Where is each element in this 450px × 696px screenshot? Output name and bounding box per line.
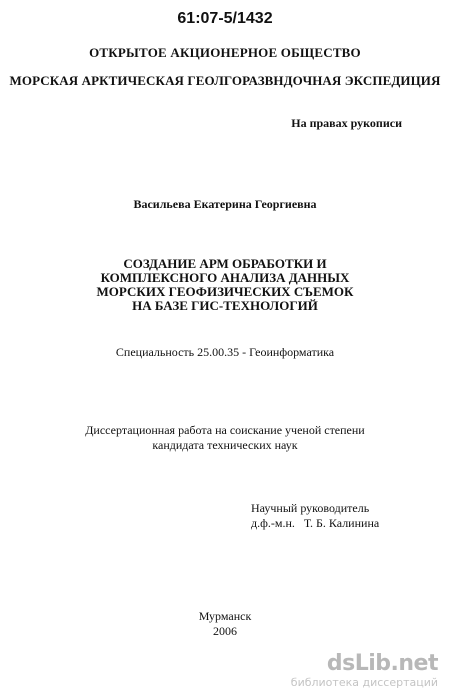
specialty: Специальность 25.00.35 - Геоинформатика — [115, 345, 335, 359]
author-name: Васильева Екатерина Георгиевна — [133, 197, 317, 211]
scientific-advisor — [251, 501, 379, 531]
archive-stamp: 61:07-5/1432 — [177, 10, 273, 27]
watermark-subtitle: библиотека диссертаций — [290, 676, 438, 689]
thesis-title-line: КОМПЛЕКСНОГО АНАЛИЗА ДАННЫХ — [100, 270, 350, 285]
thesis-title-line: МОРСКИХ ГЕОФИЗИЧЕСКИХ СЪЕМОК — [96, 284, 354, 299]
thesis-title-line: СОЗДАНИЕ АРМ ОБРАБОТКИ И — [123, 256, 327, 271]
thesis-title — [0, 257, 450, 313]
degree-statement — [0, 423, 450, 453]
organization-line-2: МОРСКАЯ АРКТИЧЕСКАЯ ГЕОЛГОРАЗВНДОЧНАЯ ЭКСПЕДИЦИЯ — [9, 73, 441, 88]
organization-line-1: ОТКРЫТОЕ АКЦИОНЕРНОЕ ОБЩЕСТВО — [89, 45, 361, 60]
rights-notice: На правах рукописи — [291, 116, 402, 130]
watermark-logo: dsLib.net — [326, 651, 438, 676]
place-and-year — [0, 609, 450, 639]
year: 2006 — [213, 624, 237, 638]
advisor-name: д.ф.-м.н. Т. Б. Калинина — [251, 516, 380, 530]
watermark — [290, 651, 438, 691]
city: Мурманск — [198, 609, 252, 623]
advisor-role: Научный руководитель — [251, 501, 370, 515]
degree-line-1: Диссертационная работа на соискание ученой степени — [85, 423, 365, 437]
degree-line-2: кандидата технических наук — [152, 438, 298, 452]
thesis-title-line: НА БАЗЕ ГИС-ТЕХНОЛОГИЙ — [132, 298, 318, 313]
